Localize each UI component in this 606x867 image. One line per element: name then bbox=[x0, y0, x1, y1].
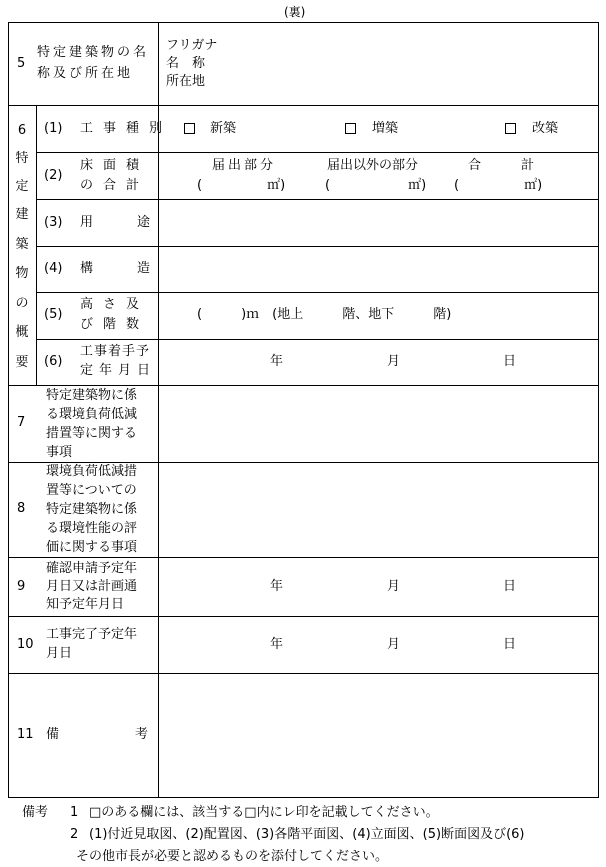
sec7-label-line: る環境負荷低減 bbox=[46, 407, 138, 422]
note2-text-line2: その他市長が必要と認めるものを添付してください。 bbox=[76, 849, 389, 864]
renovation-checkbox[interactable] bbox=[505, 123, 516, 134]
start-date-day[interactable]: 日 bbox=[503, 354, 517, 369]
note2-text-line1: (1)付近見取図、(2)配置図、(3)各階平面図、(4)立面図、(5)断面図及び(6) bbox=[89, 827, 525, 842]
sec6-row4-label: 構造 bbox=[80, 261, 195, 276]
sec6-vertical-char: 築 bbox=[15, 237, 29, 252]
table-border-right bbox=[598, 22, 599, 798]
height-floors-field[interactable]: ( )ｍ (地上 階、地下 階) bbox=[197, 307, 452, 322]
row-line bbox=[8, 616, 599, 617]
sec10-date-day[interactable]: 日 bbox=[503, 637, 517, 652]
structure-field[interactable] bbox=[160, 248, 597, 291]
sec8-label-line: 特定建築物に係 bbox=[46, 502, 138, 517]
sec6-row5-label-line1: 高さ及 bbox=[80, 297, 150, 312]
usage-field[interactable] bbox=[160, 201, 597, 245]
sec7-number: 7 bbox=[17, 415, 26, 430]
start-date-year[interactable]: 年 bbox=[270, 354, 284, 369]
sec11-number: 11 bbox=[17, 727, 34, 742]
sec6-row2-label-line2: の合計 bbox=[80, 178, 150, 193]
sec5-furigana-label: フリガナ bbox=[166, 38, 218, 53]
sec5-label-line1: 特定建築物の名 bbox=[37, 45, 150, 60]
page-side-label: (裏) bbox=[284, 5, 306, 19]
sec9-label-line: 確認申請予定年 bbox=[46, 561, 138, 576]
extension-label: 増築 bbox=[372, 121, 399, 136]
sec6-row1-number: (1) bbox=[44, 121, 63, 136]
sec6-row5-number: (5) bbox=[44, 307, 63, 322]
sec6-vertical-char: 定 bbox=[15, 179, 29, 194]
sec6-vertical-char: 要 bbox=[15, 355, 29, 370]
sec6-row1-label: 工事種別 bbox=[80, 121, 173, 136]
floor-area-declared-field[interactable]: ( ㎡) bbox=[197, 178, 286, 193]
sec6-row5-label-line2: び階数 bbox=[80, 317, 150, 332]
sec6-number: 6 bbox=[17, 123, 27, 138]
notes-title: 備考 bbox=[22, 805, 49, 820]
label-column-divider bbox=[158, 22, 159, 798]
note1-number: 1 bbox=[70, 805, 79, 820]
floor-area-total-field[interactable]: ( ㎡) bbox=[454, 178, 543, 193]
extension-checkbox[interactable] bbox=[345, 123, 356, 134]
sec11-label: 備考 bbox=[46, 727, 225, 742]
new-construction-label: 新築 bbox=[210, 121, 237, 136]
sec9-date-month[interactable]: 月 bbox=[387, 579, 401, 594]
sec6-row6-label-line1: 工事着手予 bbox=[80, 344, 151, 359]
sec9-date-year[interactable]: 年 bbox=[270, 579, 284, 594]
sec10-date-year[interactable]: 年 bbox=[270, 637, 284, 652]
row-line bbox=[36, 292, 599, 293]
sec8-field[interactable] bbox=[160, 464, 597, 556]
new-construction-checkbox[interactable] bbox=[184, 123, 195, 134]
sec6-row2-number: (2) bbox=[44, 168, 63, 183]
remarks-field[interactable] bbox=[160, 675, 597, 796]
sec6-vertical-char: 物 bbox=[15, 266, 29, 281]
floor-area-other-field[interactable]: ( ㎡) bbox=[325, 178, 427, 193]
sec7-label-line: 事項 bbox=[46, 445, 73, 460]
sec9-label-line: 知予定年月日 bbox=[46, 597, 125, 612]
sec6-row6-label-line2: 定年月日 bbox=[80, 363, 157, 378]
row-line bbox=[8, 462, 599, 463]
sec5-location-label: 所在地 bbox=[166, 74, 206, 89]
note2-number: 2 bbox=[70, 827, 79, 842]
row-line bbox=[8, 385, 599, 386]
floor-area-header-other: 届出以外の部分 bbox=[327, 158, 419, 173]
sec7-field[interactable] bbox=[160, 387, 597, 461]
row-line bbox=[8, 557, 599, 558]
table-border-bottom bbox=[8, 797, 599, 798]
floor-area-header-declared: 届出部分 bbox=[212, 158, 277, 173]
sec8-label-line: 置等についての bbox=[46, 483, 137, 498]
table-border-top bbox=[8, 22, 599, 23]
sec9-date-day[interactable]: 日 bbox=[503, 579, 517, 594]
row-line bbox=[8, 673, 599, 674]
sec6-vertical-char: 概 bbox=[15, 325, 29, 340]
sec6-vertical-char: の bbox=[15, 296, 29, 311]
sec10-number: 10 bbox=[17, 637, 34, 652]
start-date-month[interactable]: 月 bbox=[387, 354, 401, 369]
sec6-row2-label-line1: 床面積 bbox=[80, 158, 150, 173]
sec8-label-line: る環境性能の評 bbox=[46, 521, 138, 536]
sec10-label-line: 工事完了予定年 bbox=[46, 627, 138, 642]
table-border-left bbox=[8, 22, 9, 798]
sec5-name-label: 名 称 bbox=[166, 56, 206, 71]
row-line bbox=[36, 199, 599, 200]
sec6-row6-number: (6) bbox=[44, 354, 63, 369]
note1-text: □のある欄には、該当する□内にレ印を記載してください。 bbox=[89, 805, 439, 820]
sec6-row3-number: (3) bbox=[44, 215, 63, 230]
row-line bbox=[8, 105, 599, 106]
sec6-row3-label: 用途 bbox=[80, 215, 195, 230]
row-line bbox=[36, 339, 599, 340]
sec5-number: 5 bbox=[17, 56, 26, 71]
sec7-label-line: 措置等に関する bbox=[46, 426, 138, 441]
sec6-inner-divider bbox=[36, 105, 37, 385]
sec7-label-line: 特定建築物に係 bbox=[46, 388, 138, 403]
sec6-vertical-char: 建 bbox=[15, 207, 29, 222]
renovation-label: 改築 bbox=[532, 121, 559, 136]
sec9-number: 9 bbox=[17, 579, 26, 594]
sec5-label-line2: 称及び所在地 bbox=[37, 66, 134, 81]
sec8-number: 8 bbox=[17, 501, 26, 516]
sec10-date-month[interactable]: 月 bbox=[387, 637, 401, 652]
sec6-row4-number: (4) bbox=[44, 261, 63, 276]
sec6-vertical-char: 特 bbox=[15, 151, 29, 166]
sec8-label-line: 価に関する事項 bbox=[46, 540, 138, 555]
sec9-label-line: 月日又は計画通 bbox=[46, 579, 138, 594]
sec10-label-line: 月日 bbox=[46, 646, 73, 661]
sec8-label-line: 環境負荷低減措 bbox=[46, 464, 138, 479]
floor-area-header-total: 合計 bbox=[468, 158, 575, 173]
row-line bbox=[36, 152, 599, 153]
row-line bbox=[36, 246, 599, 247]
